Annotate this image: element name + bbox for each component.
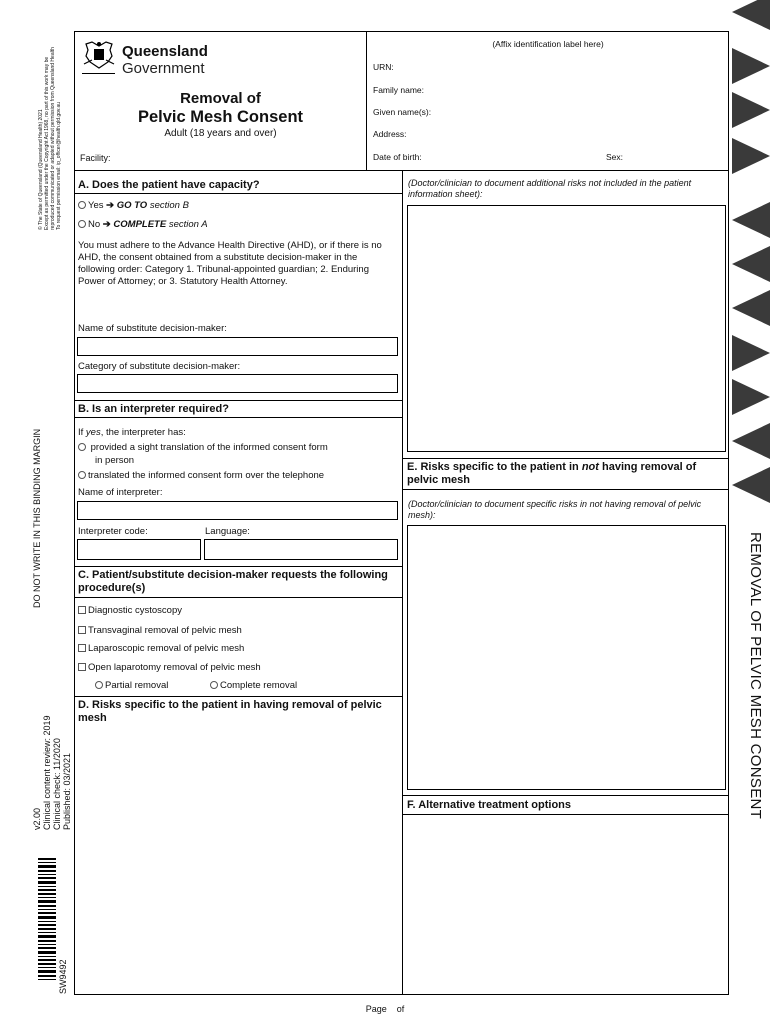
- additional-risks-input[interactable]: [407, 205, 726, 452]
- binding-triangle-icon: [732, 202, 770, 238]
- radio-icon[interactable]: [78, 471, 86, 479]
- binding-triangle-icon: [732, 335, 770, 371]
- not-removal-risks-note: (Doctor/clinician to document specific risks in not having removal of pelvic mesh):: [408, 499, 702, 520]
- radio-icon[interactable]: [78, 220, 86, 228]
- checkbox-icon[interactable]: [78, 644, 86, 652]
- radio-icon[interactable]: [95, 681, 103, 689]
- binding-triangle-icon: [732, 48, 770, 84]
- checkbox-icon[interactable]: [78, 606, 86, 614]
- not-removal-risks-input[interactable]: [407, 525, 726, 790]
- binding-triangle-icon: [732, 467, 770, 503]
- page-number: Page of: [365, 1004, 405, 1014]
- interpreter-name-label: Name of interpreter:: [78, 487, 163, 498]
- radio-icon[interactable]: [78, 201, 86, 209]
- sex-field[interactable]: Sex:: [606, 152, 624, 162]
- radio-icon[interactable]: [78, 443, 86, 451]
- section-f-heading: F. Alternative treatment options: [402, 795, 729, 815]
- family-name-field[interactable]: Family name:: [373, 85, 425, 95]
- version-info: v2.00 Clinical content review: 2019 Clinical check: 11/2020 Published: 03/2021: [32, 715, 72, 830]
- radio-icon[interactable]: [210, 681, 218, 689]
- title-line1: Removal of: [180, 90, 261, 107]
- procedure-open-laparotomy[interactable]: Open laparotomy removal of pelvic mesh: [78, 662, 261, 674]
- checkbox-icon[interactable]: [78, 663, 86, 671]
- title-subtitle: Adult (18 years and over): [164, 128, 277, 139]
- logo-queensland: Queensland: [122, 43, 208, 60]
- arrow-right-icon: ➔: [102, 219, 111, 230]
- ahd-instructions: You must adhere to the Advance Health Directive (AHD), or if there is no AHD, the consent obtained from a substitute decision-maker in the following order: Category 1. Tribunal-appointed guardian; 2. Enduring Power of Attorney; or 3. Statutory Health Attorney.: [78, 240, 382, 287]
- crest-icon: [82, 40, 116, 70]
- address-field[interactable]: Address:: [373, 129, 407, 139]
- interpreter-opt-sight-cont: in person: [95, 455, 135, 466]
- capacity-yes-option[interactable]: Yes ➔ GO TO section B: [78, 200, 189, 212]
- section-b-heading: B. Is an interpreter required?: [74, 400, 402, 418]
- section-e-heading: E. Risks specific to the patient in not having removal of pelvic mesh: [402, 458, 729, 490]
- section-a-heading: A. Does the patient have capacity?: [74, 177, 402, 194]
- interpreter-opt-sight[interactable]: provided a sight translation of the informed consent form: [78, 442, 328, 454]
- capacity-no-option[interactable]: No ➔ COMPLETE section A: [78, 219, 208, 231]
- copyright-notice: © The State of Queensland (Queensland Health) 2021 Except as permitted under the Copyright Act 1968, no part of this work may be reproduced communicated or adapted without permission from Queensland Health To request permission email: ip_officer@health.qld.gov.au: [38, 47, 62, 230]
- binding-triangle-icon: [732, 138, 770, 174]
- substitute-category-label: Category of substitute decision-maker:: [78, 361, 241, 372]
- procedure-transvaginal[interactable]: Transvaginal removal of pelvic mesh: [78, 625, 242, 637]
- binding-triangle-icon: [732, 246, 770, 282]
- side-form-title: REMOVAL OF PELVIC MESH CONSENT: [747, 532, 764, 820]
- urn-field[interactable]: URN:: [373, 62, 394, 72]
- procedure-laparoscopic[interactable]: Laparoscopic removal of pelvic mesh: [78, 643, 244, 655]
- interpreter-opt-telephone[interactable]: translated the informed consent form over the telephone: [78, 470, 324, 482]
- procedure-diagnostic-cystoscopy[interactable]: Diagnostic cystoscopy: [78, 605, 182, 617]
- dob-field[interactable]: Date of birth:: [373, 152, 422, 162]
- given-names-field[interactable]: Given name(s):: [373, 107, 432, 117]
- checkbox-icon[interactable]: [78, 626, 86, 634]
- arrow-right-icon: ➔: [106, 200, 115, 211]
- section-c-heading: C. Patient/substitute decision-maker requests the following procedure(s): [74, 566, 402, 598]
- section-d-rule: [74, 696, 402, 697]
- removal-complete-option[interactable]: Complete removal: [210, 680, 297, 692]
- substitute-name-input[interactable]: [77, 337, 398, 356]
- binding-triangle-icon: [732, 379, 770, 415]
- interpreter-name-input[interactable]: [77, 501, 398, 520]
- binding-triangle-icon: [732, 92, 770, 128]
- removal-partial-option[interactable]: Partial removal: [95, 680, 168, 692]
- facility-label[interactable]: Facility:: [80, 153, 111, 163]
- binding-triangle-icon: [732, 0, 770, 30]
- section-d-heading: D. Risks specific to the patient in having removal of pelvic mesh: [78, 699, 382, 724]
- binding-margin-note: DO NOT WRITE IN THIS BINDING MARGIN: [32, 428, 42, 608]
- title-line2: Pelvic Mesh Consent: [137, 108, 304, 126]
- affix-label-note: (Affix identification label here): [492, 39, 604, 49]
- substitute-category-input[interactable]: [77, 374, 398, 393]
- interpreter-code-label: Interpreter code:: [78, 526, 148, 537]
- additional-risks-note: (Doctor/clinician to document additional risks not included in the patient information sheet):: [408, 178, 692, 199]
- binding-triangle-icon: [732, 423, 770, 459]
- column-divider: [402, 171, 403, 995]
- logo-government: Government: [122, 60, 205, 77]
- interpreter-if-yes: If yes, the interpreter has:: [78, 427, 186, 438]
- patient-label-area: [367, 31, 729, 171]
- barcode: [38, 858, 56, 982]
- language-label: Language:: [205, 526, 250, 537]
- substitute-name-label: Name of substitute decision-maker:: [78, 323, 227, 334]
- logo-rule: [82, 73, 115, 74]
- form-code: SW9492: [58, 959, 68, 994]
- interpreter-code-input[interactable]: [77, 539, 201, 560]
- binding-triangle-icon: [732, 290, 770, 326]
- language-input[interactable]: [204, 539, 398, 560]
